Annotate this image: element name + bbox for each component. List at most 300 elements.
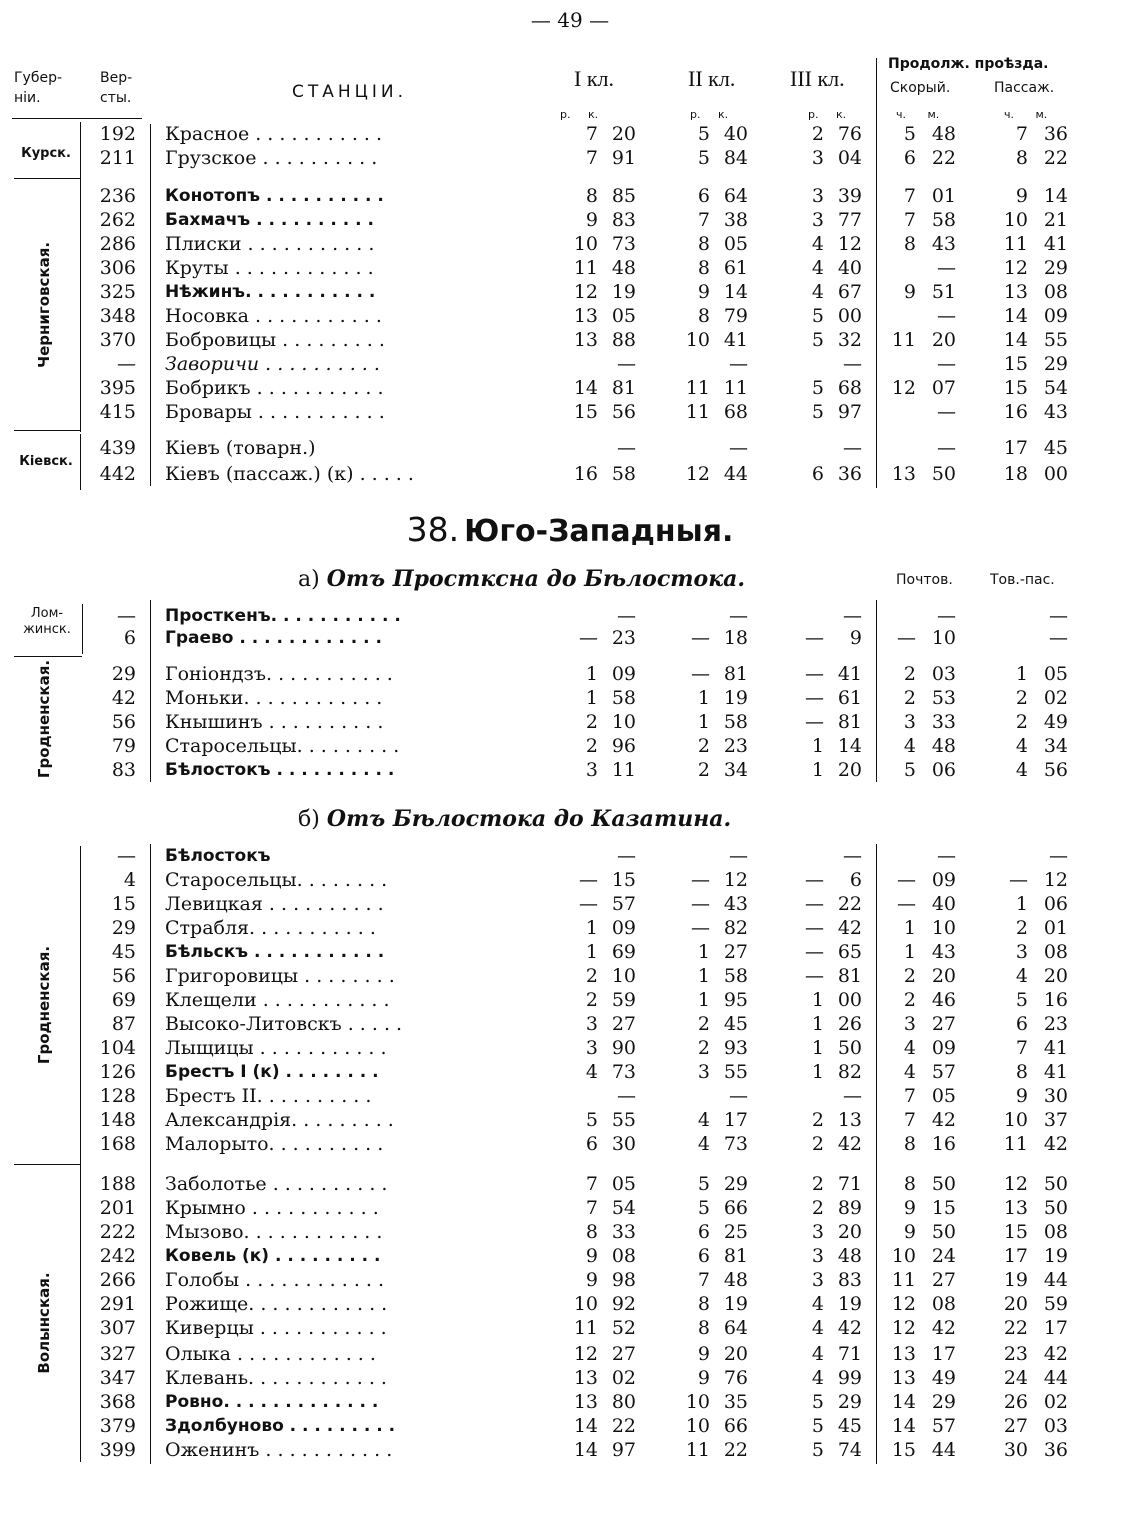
header-class-2: II кл. — [688, 66, 736, 91]
class3-rub: 4 — [811, 281, 824, 303]
section-heading — [0, 510, 1140, 549]
class3-kop: 74 — [837, 1439, 862, 1461]
class2-kop: 61 — [723, 257, 748, 279]
class3-kop: — — [843, 605, 862, 627]
class2-kop: 40 — [723, 123, 748, 145]
dur2-min: 08 — [1043, 281, 1068, 303]
table-row — [0, 1036, 1140, 1060]
station-name: Левицкая . . . . . . . . . . — [165, 893, 384, 915]
class1-rub: 7 — [585, 1197, 598, 1219]
region-grodno-b: Гродненская. — [35, 945, 53, 1065]
dur1-hours: 8 — [903, 1133, 916, 1155]
class2-rub: 5 — [697, 123, 710, 145]
class1-kop: 58 — [611, 463, 636, 485]
class1-kop: 05 — [611, 305, 636, 327]
dur1-hours: 6 — [903, 147, 916, 169]
table-row — [0, 662, 1140, 686]
class1-rub: 13 — [573, 1391, 598, 1413]
dur2-hours: 8 — [1015, 1061, 1028, 1083]
class2-rub: 12 — [685, 463, 710, 485]
dur1-hours: 5 — [903, 123, 916, 145]
station-name: Высоко-Литовскъ . . . . . — [165, 1013, 403, 1035]
table-row — [0, 734, 1140, 758]
dur2-hours: 24 — [1003, 1367, 1028, 1389]
class1-rub: 9 — [585, 1269, 598, 1291]
station-name: Граево . . . . . . . . . . . . — [165, 628, 382, 648]
class3-kop: — — [843, 437, 862, 459]
class1-kop: 56 — [611, 401, 636, 423]
section-title: Юго-Западныя. — [464, 514, 734, 549]
subsection-a: а) Отъ Простксна до Бѣлостока. — [298, 566, 746, 592]
dur1-hours: 3 — [903, 1013, 916, 1035]
dur2-min: 41 — [1043, 1037, 1068, 1059]
class2-rub: 8 — [697, 305, 710, 327]
dur2-min: 02 — [1043, 687, 1068, 709]
dur2-hours: 26 — [1003, 1391, 1028, 1413]
class1-kop: 55 — [611, 1109, 636, 1131]
dur2-min: 03 — [1043, 1415, 1068, 1437]
versts: 188 — [99, 1173, 136, 1195]
table-row — [0, 208, 1140, 232]
class3-kop: 45 — [837, 1415, 862, 1437]
dur2-min: 21 — [1043, 209, 1068, 231]
class2-rub: 9 — [697, 281, 710, 303]
class3-kop: 19 — [837, 1293, 862, 1315]
class1-rub: 4 — [585, 1061, 598, 1083]
versts: 370 — [99, 329, 136, 351]
class2-rub: 11 — [685, 377, 710, 399]
dur1-hours: 12 — [891, 1317, 916, 1339]
dur2-hours: 15 — [1003, 1221, 1028, 1243]
versts: 83 — [111, 759, 136, 781]
class2-kop: 95 — [723, 989, 748, 1011]
class3-rub: 4 — [811, 1367, 824, 1389]
versts: 126 — [99, 1061, 136, 1083]
class2-rub: 1 — [697, 711, 710, 733]
versts: 306 — [99, 257, 136, 279]
class2-kop: 76 — [723, 1367, 748, 1389]
versts: 87 — [111, 1013, 136, 1035]
station-name: Голобы . . . . . . . . . . . . — [165, 1269, 385, 1291]
region-kursk: Курск. — [21, 146, 71, 161]
class3-kop: 99 — [837, 1367, 862, 1389]
versts: 6 — [123, 627, 136, 649]
table-row — [0, 436, 1140, 460]
class1-rub: 11 — [573, 1317, 598, 1339]
station-name: Оженинъ . . . . . . . . . . . — [165, 1439, 393, 1461]
table-row — [0, 1132, 1140, 1156]
dur2-hours: 30 — [1003, 1439, 1028, 1461]
class3-rub: 3 — [811, 1269, 824, 1291]
dur2-hours: 5 — [1015, 989, 1028, 1011]
unit-chm-1: ч. м. — [896, 108, 940, 121]
dur2-hours: 16 — [1003, 401, 1028, 423]
versts: 399 — [99, 1439, 136, 1461]
table-row — [0, 1244, 1140, 1268]
versts: 148 — [99, 1109, 136, 1131]
region-kiev: Кiевск. — [19, 454, 73, 469]
class1-kop: 05 — [611, 1173, 636, 1195]
dur2-min: 22 — [1043, 147, 1068, 169]
class2-rub: 9 — [697, 1367, 710, 1389]
class2-kop: 38 — [723, 209, 748, 231]
class1-rub: 2 — [585, 989, 598, 1011]
dur2-hours: 2 — [1015, 711, 1028, 733]
table-row — [0, 1414, 1140, 1438]
versts: 15 — [111, 893, 136, 915]
class3-kop: 39 — [837, 185, 862, 207]
class3-kop: 20 — [837, 1221, 862, 1243]
class3-rub: — — [805, 965, 824, 987]
dur2-hours: 18 — [1003, 463, 1028, 485]
class2-kop: 23 — [723, 735, 748, 757]
class2-kop: 66 — [723, 1415, 748, 1437]
class1-rub: 14 — [573, 1439, 598, 1461]
dur2-min: 42 — [1043, 1133, 1068, 1155]
class2-rub: 6 — [697, 1245, 710, 1267]
station-name: Рожище. . . . . . . . . . . . — [165, 1293, 388, 1315]
versts: 286 — [99, 233, 136, 255]
dur1-hours: 10 — [891, 1245, 916, 1267]
dur1-min: 49 — [931, 1367, 956, 1389]
class3-rub: 5 — [811, 401, 824, 423]
dur1-min: 33 — [931, 711, 956, 733]
class1-kop: 09 — [611, 917, 636, 939]
dur2-min: — — [1049, 605, 1068, 627]
table-row — [0, 1012, 1140, 1036]
dur1-min: 27 — [931, 1013, 956, 1035]
dur2-min: 09 — [1043, 305, 1068, 327]
class2-kop: 64 — [723, 1317, 748, 1339]
dur2-min: 37 — [1043, 1109, 1068, 1131]
class1-kop: — — [617, 845, 636, 867]
class2-rub: 3 — [697, 1061, 710, 1083]
class3-kop: 9 — [849, 627, 862, 649]
class1-rub: 1 — [585, 687, 598, 709]
dur2-min: — — [1049, 845, 1068, 867]
class2-rub: 1 — [697, 941, 710, 963]
station-name: Гонiондзъ. . . . . . . . . . . — [165, 663, 393, 685]
class3-rub: — — [805, 893, 824, 915]
dur1-hours: 14 — [891, 1391, 916, 1413]
dur1-min: 43 — [931, 941, 956, 963]
versts: 168 — [99, 1133, 136, 1155]
class3-rub: 1 — [811, 759, 824, 781]
class3-rub: 4 — [811, 233, 824, 255]
class1-rub: 8 — [585, 185, 598, 207]
class3-kop: 67 — [837, 281, 862, 303]
class2-rub: 10 — [685, 329, 710, 351]
versts: 29 — [111, 663, 136, 685]
dur2-min: 49 — [1043, 711, 1068, 733]
class3-kop: 42 — [837, 1317, 862, 1339]
class2-kop: 25 — [723, 1221, 748, 1243]
dur1-min: 40 — [931, 893, 956, 915]
class2-kop: 93 — [723, 1037, 748, 1059]
class3-kop: 42 — [837, 1133, 862, 1155]
class1-rub: 10 — [573, 233, 598, 255]
dur1-hours: 11 — [891, 1269, 916, 1291]
class1-kop: 73 — [611, 1061, 636, 1083]
table-row — [0, 604, 1140, 628]
dur2-min: 41 — [1043, 1061, 1068, 1083]
station-name: Кiевъ (пассаж.) (к) . . . . . — [165, 463, 414, 485]
class1-rub: 2 — [585, 965, 598, 987]
dur1-min: 09 — [931, 1037, 956, 1059]
versts: 415 — [99, 401, 136, 423]
class3-kop: 82 — [837, 1061, 862, 1083]
station-name: Грузское . . . . . . . . . . — [165, 147, 378, 169]
dur1-min: 50 — [931, 1221, 956, 1243]
class3-kop: 00 — [837, 989, 862, 1011]
unit-rk-3: р. к. — [808, 108, 847, 121]
class2-rub: — — [691, 917, 710, 939]
class3-kop: 42 — [837, 917, 862, 939]
class1-kop: 69 — [611, 941, 636, 963]
class1-rub: 13 — [573, 329, 598, 351]
versts: 442 — [99, 463, 136, 485]
class1-kop: 27 — [611, 1013, 636, 1035]
dur2-hours: 22 — [1003, 1317, 1028, 1339]
class1-rub: 13 — [573, 1367, 598, 1389]
class1-rub: 9 — [585, 1245, 598, 1267]
dur2-min: 45 — [1043, 437, 1068, 459]
dur2-hours: 2 — [1015, 917, 1028, 939]
dur1-min: 06 — [931, 759, 956, 781]
class3-kop: 61 — [837, 687, 862, 709]
class1-kop: 98 — [611, 1269, 636, 1291]
class1-kop: 80 — [611, 1391, 636, 1413]
station-name: Клещели . . . . . . . . . . . — [165, 989, 390, 1011]
class2-rub: 2 — [697, 759, 710, 781]
class3-rub: 1 — [811, 1061, 824, 1083]
class2-kop: 41 — [723, 329, 748, 351]
class1-rub: 7 — [585, 1173, 598, 1195]
class1-kop: — — [617, 437, 636, 459]
dur2-hours: 4 — [1015, 735, 1028, 757]
dur1-min: 17 — [931, 1343, 956, 1365]
header-gub: Губер- нiи. — [14, 70, 63, 106]
dur2-min: 30 — [1043, 1085, 1068, 1107]
dur1-min: 07 — [931, 377, 956, 399]
class1-kop: — — [617, 353, 636, 375]
header-pass: Пассаж. — [994, 80, 1055, 96]
versts: 104 — [99, 1037, 136, 1059]
region-volyn: Волынская. — [35, 1272, 53, 1374]
station-name: Кiевъ (товарн.) — [165, 437, 316, 459]
dur2-min: 12 — [1043, 869, 1068, 891]
dur1-hours: 13 — [891, 1343, 916, 1365]
dur1-hours: 8 — [903, 1173, 916, 1195]
station-name: Малорыто. . . . . . . . . . — [165, 1133, 384, 1155]
class2-kop: 29 — [723, 1173, 748, 1195]
versts: 128 — [99, 1085, 136, 1107]
table-row — [0, 304, 1140, 328]
class1-kop: 27 — [611, 1343, 636, 1365]
table-row — [0, 1084, 1140, 1108]
table-row — [0, 988, 1140, 1012]
station-name: Моньки. . . . . . . . . . . . — [165, 687, 383, 709]
class1-rub: 7 — [585, 147, 598, 169]
dur1-hours: 13 — [891, 1367, 916, 1389]
dur1-hours: 7 — [903, 209, 916, 231]
class2-kop: 66 — [723, 1197, 748, 1219]
class2-kop: 14 — [723, 281, 748, 303]
class1-kop: 96 — [611, 735, 636, 757]
dur2-min: 23 — [1043, 1013, 1068, 1035]
dur1-min: 51 — [931, 281, 956, 303]
dur1-hours: 2 — [903, 663, 916, 685]
class3-kop: 00 — [837, 305, 862, 327]
versts: 211 — [99, 147, 136, 169]
table-row — [0, 1172, 1140, 1196]
dur2-min: 34 — [1043, 735, 1068, 757]
class3-rub: — — [805, 941, 824, 963]
dur2-hours: 6 — [1015, 1013, 1028, 1035]
dur2-hours: 11 — [1003, 233, 1028, 255]
dur2-hours: 2 — [1015, 687, 1028, 709]
dur1-hours: 13 — [891, 463, 916, 485]
class1-rub: 3 — [585, 759, 598, 781]
dur2-min: — — [1049, 627, 1068, 649]
class1-kop: 30 — [611, 1133, 636, 1155]
header-rule-left — [12, 118, 142, 119]
station-name: Заворичи . . . . . . . . . . — [165, 353, 380, 375]
station-name: Носовка . . . . . . . . . . . — [165, 305, 382, 327]
class3-rub: 2 — [811, 123, 824, 145]
class1-kop: 20 — [611, 123, 636, 145]
versts: — — [117, 605, 136, 627]
class1-kop: 57 — [611, 893, 636, 915]
dur1-hours: — — [897, 627, 916, 649]
dur2-hours: 12 — [1003, 1173, 1028, 1195]
class2-kop: 43 — [723, 893, 748, 915]
dur1-min: 57 — [931, 1415, 956, 1437]
versts: 56 — [111, 711, 136, 733]
station-name: Григоровицы . . . . . . . . — [165, 965, 395, 987]
class1-rub: 5 — [585, 1109, 598, 1131]
versts: 379 — [99, 1415, 136, 1437]
dur2-min: 20 — [1043, 965, 1068, 987]
class2-rub: — — [691, 663, 710, 685]
class1-rub: 16 — [573, 463, 598, 485]
class1-rub: 1 — [585, 663, 598, 685]
versts: 222 — [99, 1221, 136, 1243]
unit-chm-2: ч. м. — [1004, 108, 1048, 121]
table-row — [0, 376, 1140, 400]
dur2-min: 29 — [1043, 257, 1068, 279]
dur1-hours: — — [897, 893, 916, 915]
versts: 29 — [111, 917, 136, 939]
class1-rub: — — [579, 627, 598, 649]
class2-kop: 19 — [723, 1293, 748, 1315]
class1-kop: 09 — [611, 663, 636, 685]
class1-rub: 7 — [585, 123, 598, 145]
class1-kop: 97 — [611, 1439, 636, 1461]
dur2-min: 55 — [1043, 329, 1068, 351]
class1-kop: 58 — [611, 687, 636, 709]
class1-rub: — — [579, 893, 598, 915]
table-row — [0, 122, 1140, 146]
station-name: Клевань. . . . . . . . . . . . — [165, 1367, 387, 1389]
class3-kop: — — [843, 353, 862, 375]
versts: 325 — [99, 281, 136, 303]
col-postal: Почтов. — [896, 572, 953, 588]
versts: 307 — [99, 1317, 136, 1339]
class1-rub: 3 — [585, 1037, 598, 1059]
dur1-min: 53 — [931, 687, 956, 709]
dur2-min: 44 — [1043, 1367, 1068, 1389]
region-rule-b — [14, 1164, 80, 1165]
dur2-hours: 17 — [1003, 437, 1028, 459]
versts: — — [117, 353, 136, 375]
class2-kop: 27 — [723, 941, 748, 963]
dur1-hours: 5 — [903, 759, 916, 781]
station-name: Бобрикъ . . . . . . . . . . . — [165, 377, 384, 399]
class2-rub: 2 — [697, 1037, 710, 1059]
class2-kop: 34 — [723, 759, 748, 781]
station-name: Олыка . . . . . . . . . . . . — [165, 1343, 376, 1365]
dur2-min: 41 — [1043, 233, 1068, 255]
class1-kop: 15 — [611, 869, 636, 891]
dur2-hours: 27 — [1003, 1415, 1028, 1437]
region-lomzha: Лом- жинск. — [23, 606, 71, 637]
dur1-min: 22 — [931, 147, 956, 169]
station-name: Просткенъ. . . . . . . . . . . — [165, 606, 401, 626]
versts: 42 — [111, 687, 136, 709]
station-name: Бѣлостокъ . . . . . . . . . . — [165, 760, 395, 780]
table-row — [0, 868, 1140, 892]
dur2-hours: 9 — [1015, 185, 1028, 207]
class2-rub: 8 — [697, 1293, 710, 1315]
class2-kop: 58 — [723, 711, 748, 733]
dur2-min: 44 — [1043, 1269, 1068, 1291]
class3-rub: 3 — [811, 185, 824, 207]
page-number: — 49 — — [530, 8, 610, 32]
class1-kop: 83 — [611, 209, 636, 231]
class1-rub: 10 — [573, 1293, 598, 1315]
class1-kop: — — [617, 1085, 636, 1107]
class1-rub: 14 — [573, 1415, 598, 1437]
class3-rub: 5 — [811, 377, 824, 399]
class3-rub: 2 — [811, 1133, 824, 1155]
dur2-min: 56 — [1043, 759, 1068, 781]
table-row — [0, 916, 1140, 940]
class2-kop: 68 — [723, 401, 748, 423]
header-fast: Скорый. — [890, 80, 951, 96]
dur1-min: 03 — [931, 663, 956, 685]
versts: 236 — [99, 185, 136, 207]
class1-rub: 12 — [573, 281, 598, 303]
table-row — [0, 1390, 1140, 1414]
class2-rub: 1 — [697, 965, 710, 987]
class3-kop: 50 — [837, 1037, 862, 1059]
class3-kop: 48 — [837, 1245, 862, 1267]
class2-rub: 11 — [685, 1439, 710, 1461]
table-row — [0, 1438, 1140, 1462]
station-name: Кнышинъ . . . . . . . . . . — [165, 711, 384, 733]
class2-rub: 11 — [685, 401, 710, 423]
table-row — [0, 1316, 1140, 1340]
class1-kop: 59 — [611, 989, 636, 1011]
class1-kop: 81 — [611, 377, 636, 399]
dur1-min: 09 — [931, 869, 956, 891]
versts: 201 — [99, 1197, 136, 1219]
class2-rub: 10 — [685, 1415, 710, 1437]
table-row — [0, 1366, 1140, 1390]
dur1-min: 16 — [931, 1133, 956, 1155]
dur1-min: — — [937, 353, 956, 375]
